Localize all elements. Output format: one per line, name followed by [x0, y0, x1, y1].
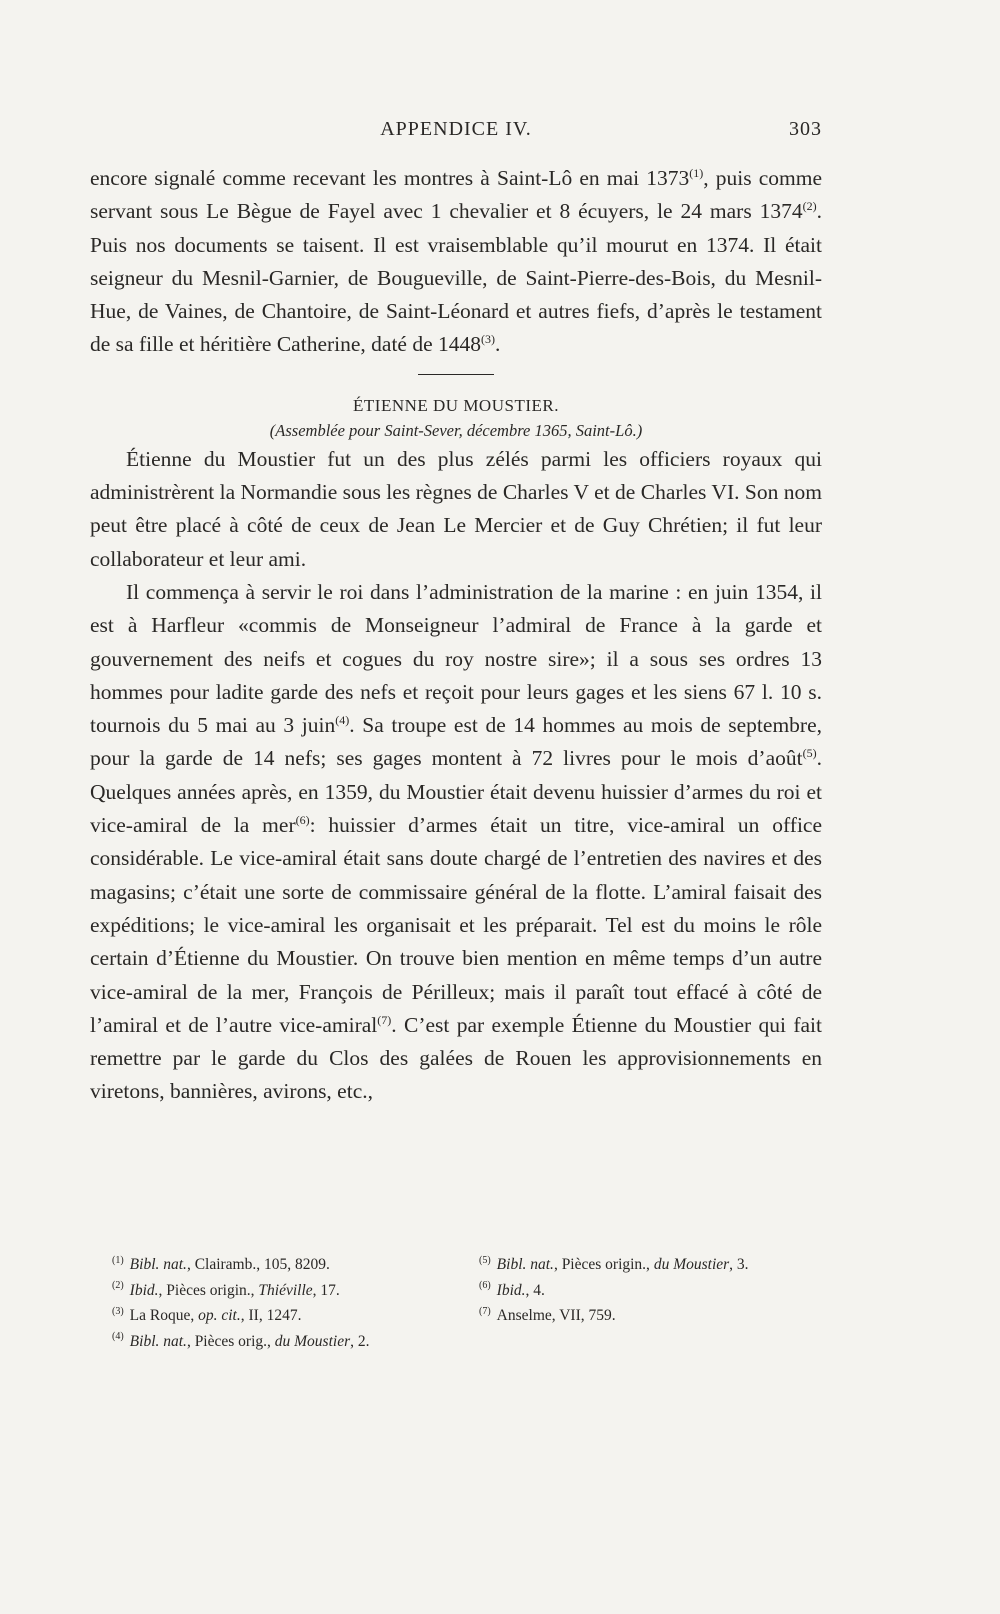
- page-header: [90, 118, 822, 150]
- footnote-number: (6): [479, 1280, 491, 1292]
- footnote-source: Bibl. nat.: [496, 1256, 554, 1273]
- footnote-number: (5): [479, 1254, 491, 1266]
- text-run: . C’est par exemple Étienne du Moustier qui fait remettre par le garde du Clos des galées de Rouen les approvisionnements en viretons, bannières, avirons, etc.,: [90, 1012, 822, 1104]
- footnote-ref: (5): [802, 746, 817, 761]
- footnote-text: La Roque,: [129, 1307, 199, 1324]
- section-subtitle: (Assemblée pour Saint-Sever, décembre 1365, Saint-Lô.): [269, 420, 643, 440]
- footnote-text: , Pièces origin.,: [553, 1256, 654, 1273]
- footnote-source: Ibid.: [496, 1281, 526, 1299]
- footnote-number: (2): [112, 1280, 124, 1292]
- paragraph: [90, 162, 822, 362]
- footnotes-right-column: [479, 1252, 826, 1329]
- footnote-number: (4): [112, 1331, 124, 1343]
- footnote-text: , Pièces orig.,: [186, 1332, 275, 1350]
- footnote-text: , Clairamb., 105, 8209.: [186, 1256, 330, 1273]
- footnote-source: Bibl. nat.: [129, 1256, 187, 1273]
- text-run: .: [495, 332, 501, 357]
- section-divider: [418, 374, 494, 375]
- text-run: , puis comme servant sous Le Bègue de Fayel avec 1 chevalier et 8 écuyers, le 24 mars 1374: [90, 166, 822, 224]
- footnote-ref: (6): [295, 812, 310, 827]
- footnote: [112, 1278, 467, 1304]
- footnote-text: , Pièces origin.,: [158, 1281, 259, 1299]
- footnote-ref: (7): [377, 1012, 392, 1027]
- footnote: [479, 1278, 826, 1304]
- footnote-text: , 17.: [312, 1281, 340, 1299]
- footnote: [112, 1252, 467, 1278]
- footnote: [479, 1252, 826, 1278]
- footnote-text: Anselme, VII, 759.: [496, 1307, 616, 1324]
- footnote-number: (1): [112, 1254, 124, 1266]
- text-run: . Sa troupe est de 14 hommes au mois de septembre, pour la garde de 14 nefs; ses gages montent à 72 livres pour le mois d’août: [90, 713, 822, 771]
- footnote-ref: (2): [802, 199, 817, 214]
- section-title: ÉTIENNE DU MOUSTIER.: [353, 395, 559, 415]
- text-run: Il commença à servir le roi dans l’administration de la marine : en juin 1354, il est à Harfleur «commis de Monseigneur l’admiral de France à la garde et gouvernement des neifs et cogues du roy nostre sire»; il a sous ses ordres 13 hommes pour ladite garde des nefs et reçoit pour leurs gages et les siens 67 l. 10 s. tournois du 5 mai au 3 juin: [90, 579, 822, 738]
- footnote-source: Bibl. nat.: [129, 1332, 187, 1350]
- footnote-source: op. cit.: [198, 1307, 241, 1324]
- footnote-number: (3): [112, 1305, 124, 1317]
- running-title: APPENDICE IV.: [380, 118, 532, 140]
- footnote-text: , 4.: [525, 1281, 545, 1299]
- footnote: [112, 1329, 467, 1355]
- paragraph: Étienne du Moustier fut un des plus zélés parmi les officiers royaux qui administrèrent la Normandie sous les règnes de Charles V et de Charles VI. Son nom peut être placé à côté de ceux de Jean Le Mercier et de Guy Chrétien; il fut leur collaborateur et leur ami.: [90, 446, 822, 571]
- footnote-ref: (4): [335, 713, 350, 727]
- text-run: encore signalé comme recevant les montres à Saint-Lô en mai 1373: [90, 166, 690, 190]
- footnote-italic: du Moustier: [653, 1256, 730, 1273]
- footnote-ref: (3): [481, 332, 496, 347]
- paragraph: [90, 576, 822, 1109]
- footnote-italic: Thiéville: [258, 1281, 313, 1299]
- footnote: [112, 1303, 467, 1329]
- footnote-source: Ibid.: [129, 1281, 159, 1299]
- text-run: : huissier d’armes était un titre, vice-amiral un office considérable. Le vice-amiral était sans doute chargé de l’entretien des navires et des magasins; c’était une sorte de commissaire général de la flotte. L’amiral faisait des expéditions; le vice-amiral les organisait et les préparait. Tel est du moins le rôle certain d’Étienne du Moustier. On trouve bien mention en même temps d’un autre vice-amiral de la mer, François de Périlleux; mais il paraît tout effacé à côté de l’amiral et de l’autre vice-amiral: [90, 813, 823, 1037]
- footnote-italic: du Moustier: [274, 1332, 351, 1350]
- footnote-text: , II, 1247.: [240, 1307, 302, 1324]
- footnote-number: (7): [479, 1305, 491, 1317]
- body-text: [90, 162, 822, 1109]
- footnote-text: , 2.: [350, 1332, 370, 1350]
- footnote-text: , 3.: [729, 1256, 749, 1273]
- footnotes-left-column: [112, 1252, 467, 1354]
- text-run: . Puis nos documents se taisent. Il est vraisemblable qu’il mourut en 1374. Il était seigneur du Mesnil-Garnier, de Bougueville, de Saint-Pierre-des-Bois, du Mesnil-Hue, de Vaines, de Chantoire, de Saint-Léonard et autres fiefs, d’après le testament de sa fille et héritière Catherine, daté de 1448: [90, 199, 822, 357]
- text-run: . Quelques années après, en 1359, du Moustier était devenu huissier d’armes du roi et vice-amiral de la mer: [90, 746, 822, 838]
- footnote: [479, 1303, 826, 1329]
- footnote-ref: (1): [689, 165, 704, 180]
- page-number: 303: [789, 118, 822, 140]
